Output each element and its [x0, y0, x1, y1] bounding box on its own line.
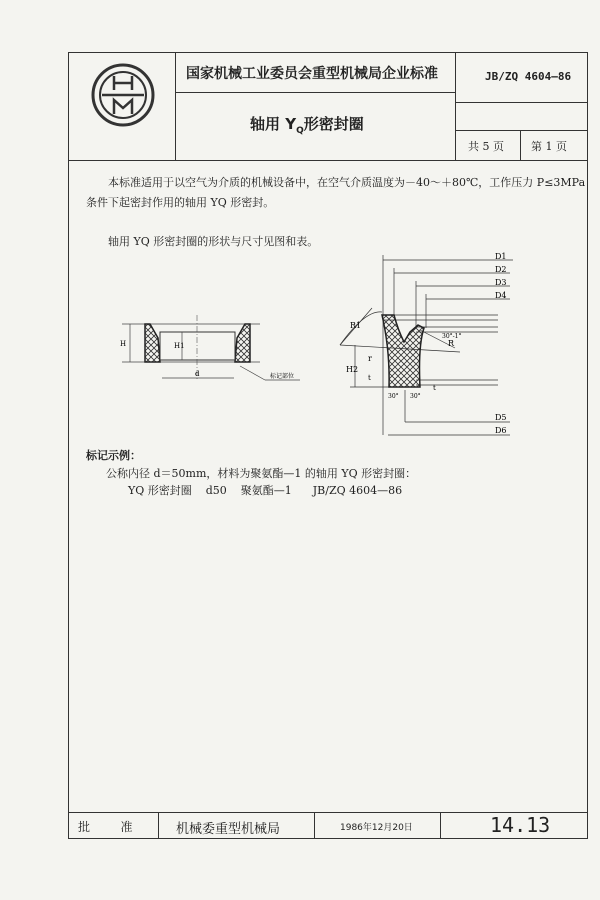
standard-number: JB/ZQ 4604—86: [485, 70, 572, 83]
label-D2: D2: [495, 265, 507, 274]
label-H: H: [120, 340, 127, 348]
marking-example-heading: 标记示例：: [86, 449, 141, 462]
label-angle-top: 30°-1°: [442, 333, 462, 340]
label-D5: D5: [495, 413, 507, 422]
label-D4: D4: [495, 291, 507, 300]
marking-example-description: 公称内径 d＝50mm，材料为聚氨酯—1 的轴用 YQ 形密封圈：: [106, 467, 417, 480]
footer-cell-divider: [314, 812, 315, 839]
approval-label: 批 准: [78, 820, 133, 834]
label-angle-left: 30°: [388, 393, 399, 400]
page-cell-divider: [520, 130, 521, 160]
shape-reference-paragraph: 轴用 YQ 形密封圈的形状与尺寸见图和表。: [108, 235, 319, 248]
seal-section-drawing: [320, 250, 520, 440]
label-R: R: [448, 339, 455, 348]
title-prefix: 轴用 Y: [250, 115, 297, 133]
org-divider: [175, 92, 455, 93]
label-angle-right: 30°: [410, 393, 421, 400]
label-H1: H1: [174, 342, 185, 350]
organization-logo: [90, 62, 156, 128]
label-t-right: t: [433, 384, 436, 392]
label-D1: D1: [495, 252, 507, 261]
label-marking-position: 标记部位: [270, 373, 295, 380]
header-divider: [68, 160, 588, 161]
seal-overview-drawing: [100, 300, 330, 420]
label-D6: D6: [495, 426, 507, 435]
document-title: [250, 113, 364, 136]
marking-example-designation: YQ 形密封圈 d50 聚氨酯—1 JB/ZQ 4604—86: [128, 484, 403, 497]
page-divider: [455, 130, 588, 131]
right-column-divider: [455, 52, 456, 160]
page-number: 第 1 页: [531, 140, 567, 153]
total-pages: 共 5 页: [468, 140, 504, 153]
label-r: r: [368, 354, 372, 363]
organization-name: 国家机械工业委员会重型机械局企业标准: [186, 66, 438, 82]
footer-cell-divider: [158, 812, 159, 839]
label-H2: H2: [346, 365, 359, 374]
footer-cell-divider: [440, 812, 441, 839]
title-subscript: Q: [296, 126, 304, 136]
logo-divider: [175, 52, 176, 160]
approving-authority: 机械委重型机械局: [176, 822, 281, 837]
title-suffix: 形密封圈: [303, 115, 364, 133]
approval-date: 1986年12月20日: [340, 823, 413, 833]
scope-paragraph-line1: 本标准适用于以空气为介质的机械设备中，在空气介质温度为－40～＋80℃，工作压力 P≤3MPa: [108, 176, 586, 189]
label-t-left: t: [368, 374, 371, 382]
label-D3: D3: [495, 278, 507, 287]
document-frame: [68, 52, 588, 839]
label-d: d: [195, 370, 200, 378]
std-divider: [455, 102, 588, 103]
label-R1: R1: [350, 321, 362, 330]
scope-paragraph-line2: 条件下起密封作用的轴用 YQ 形密封。: [86, 196, 275, 209]
catalog-code: 14.13: [490, 813, 551, 837]
